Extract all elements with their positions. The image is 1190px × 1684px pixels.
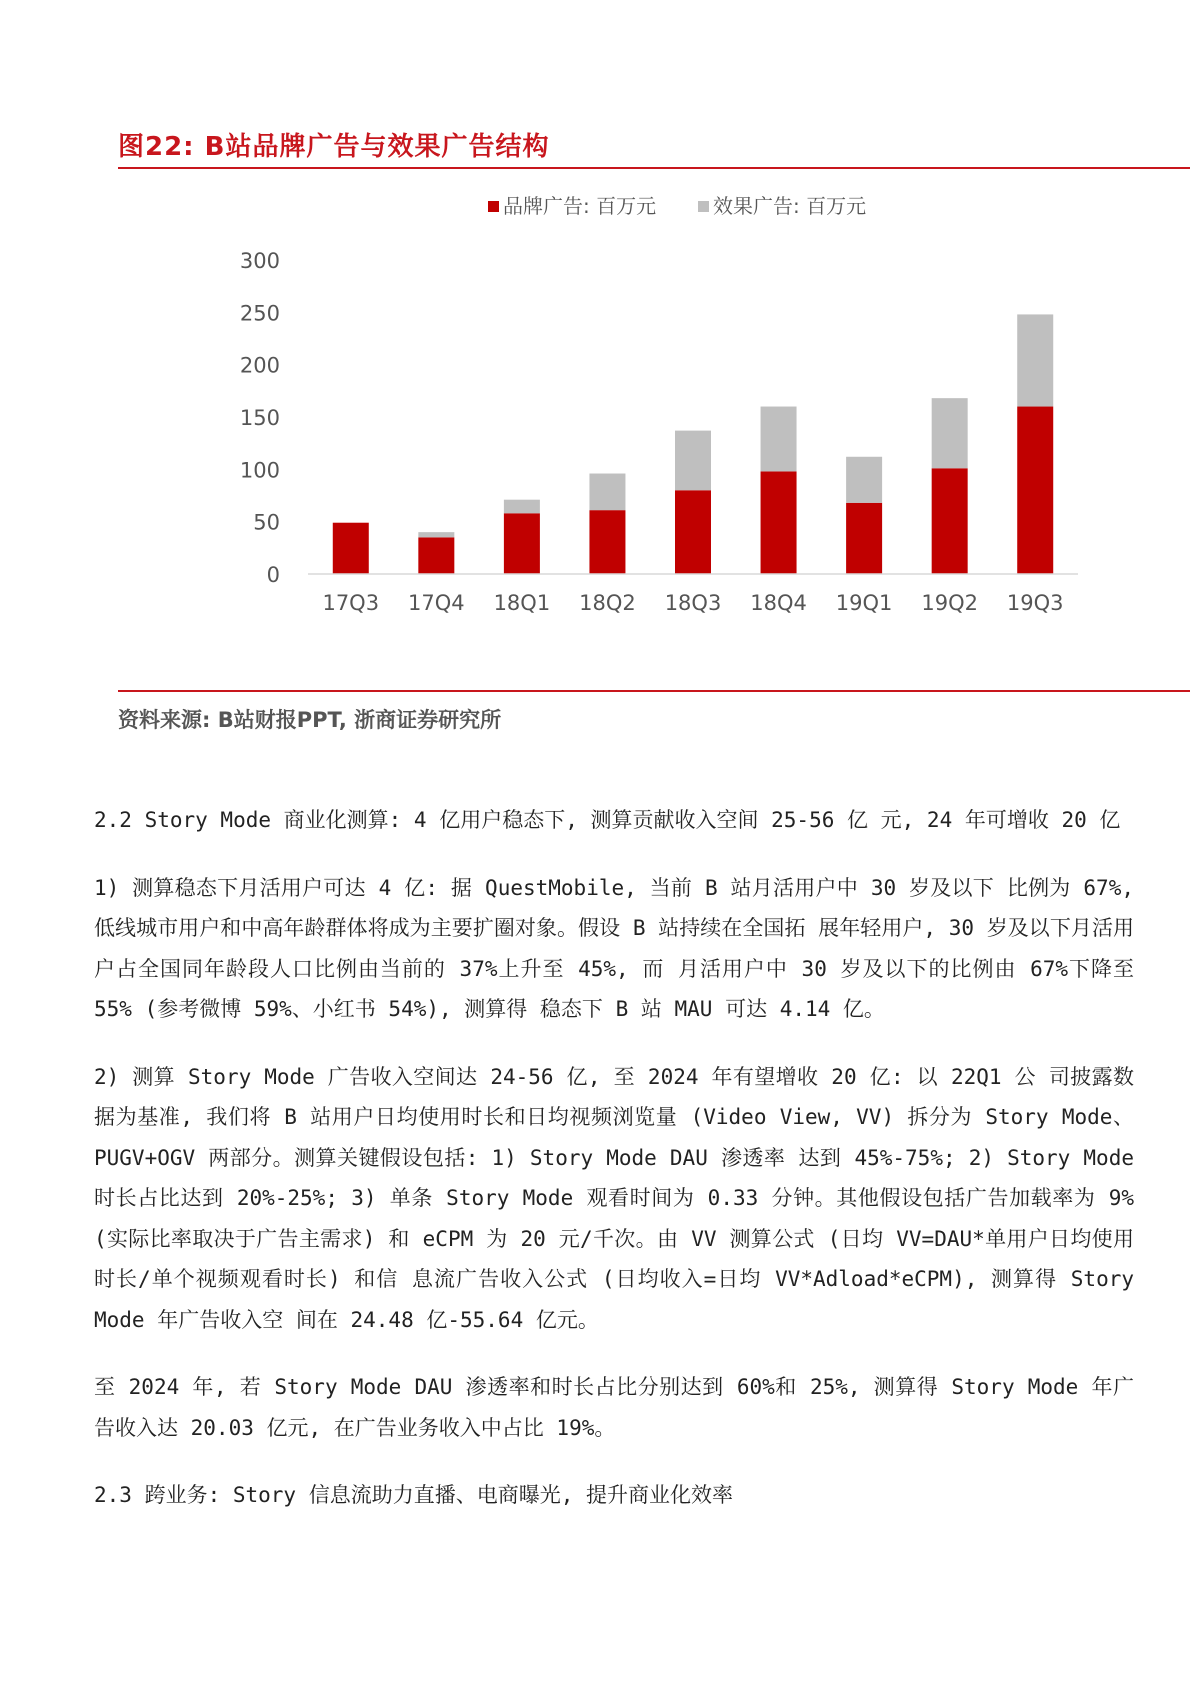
- bar-17Q4-series-1: [418, 532, 454, 537]
- legend-label-0: 品牌广告: 百万元: [503, 194, 657, 218]
- stacked-bar-chart: [118, 170, 1190, 685]
- bar-18Q3-series-1: [675, 431, 711, 491]
- y-tick-label-0: 0: [266, 563, 280, 587]
- section-heading-2-3: 2.3 跨业务: Story 信息流助力直播、电商曝光, 提升商业化效率: [94, 1483, 734, 1507]
- x-tick-label-18Q2: 18Q2: [579, 591, 636, 615]
- paragraph-2024-forecast: 至 2024 年, 若 Story Mode DAU 渗透率和时长占比分别达到 60%和 25%, 测算得 Story Mode 年广告收入达 20.03 亿元, 在广告业务收入中占比 19%。: [94, 1375, 1134, 1440]
- x-axis: [308, 574, 1078, 615]
- bar-19Q1-series-1: [846, 457, 882, 503]
- y-tick-label-1: 50: [253, 510, 280, 535]
- y-tick-label-5: 250: [239, 301, 280, 326]
- y-tick-label-6: 300: [239, 249, 280, 273]
- figure-source: 资料来源: B站财报PPT, 浙商证券研究所: [118, 708, 502, 732]
- x-tick-label-19Q3: 19Q3: [1006, 591, 1064, 615]
- bar-19Q3-series-0: [1017, 407, 1053, 574]
- bar-18Q2-series-1: [589, 474, 625, 511]
- x-tick-label-18Q1: 18Q1: [493, 591, 551, 615]
- bar-19Q2-series-0: [932, 468, 968, 574]
- x-tick-label-19Q2: 19Q2: [921, 591, 978, 615]
- bar-18Q4-series-0: [761, 471, 797, 574]
- figure-bottom-rule: [118, 690, 1190, 692]
- legend-label-1: 效果广告: 百万元: [713, 194, 867, 218]
- bar-19Q2-series-1: [932, 398, 968, 468]
- y-tick-label-2: 100: [239, 458, 280, 483]
- bar-19Q3-series-1: [1017, 314, 1053, 406]
- bar-18Q1-series-1: [504, 500, 540, 514]
- bar-18Q2-series-0: [589, 510, 625, 574]
- x-tick-label-19Q1: 19Q1: [835, 591, 893, 615]
- legend-swatch-0: [488, 201, 499, 212]
- figure-title: 图22: B站品牌广告与效果广告结构: [118, 132, 550, 162]
- bar-17Q3-series-0: [333, 523, 369, 574]
- paragraph-ad-revenue: 2) 测算 Story Mode 广告收入空间达 24-56 亿, 至 2024 年有望增收 20 亿: 以 22Q1 公 司披露数据为基准, 我们将 B 站用户日均使用时长和日均视频浏览量 (Video View, VV) 拆分为 Story Mode、PUGV+OGV 两部分。测算关键假设包括: 1) Story Mode DAU 渗透率 达到 45%-75%; 2) Story Mode 时长占比达到 20%-25%; 3) 单条 Story Mode 观看时间为 0.33 分钟。其他假设包括广告加载率为 9% (实际比率取决于广告主需求) 和 eCPM 为 20 元/千次。由 VV 测算公式 (日均 VV=DAU*单用户日均使用时长/单个视频观看时长) 和信 息流广告收入公式 (日均收入=日均 VV*Adload*eCPM), 测算得 Story Mode 年广告收入空 间在 24.48 亿-55.64 亿元。: [94, 1064, 1147, 1332]
- body-text: [94, 800, 1147, 1543]
- figure-top-rule: [118, 167, 1190, 169]
- y-tick-label-3: 150: [239, 406, 280, 430]
- bar-19Q1-series-0: [846, 503, 882, 574]
- x-tick-label-17Q3: 17Q3: [322, 591, 380, 615]
- x-tick-label-17Q4: 17Q4: [408, 591, 465, 615]
- x-tick-label-18Q4: 18Q4: [750, 591, 807, 615]
- paragraph-mau: 1) 测算稳态下月活用户可达 4 亿: 据 QuestMobile, 当前 B 站月活用户中 30 岁及以下 比例为 67%, 低线城市用户和中高年龄群体将成为主要扩圈对象。假设 B 站持续在全国拓 展年轻用户, 30 岁及以下月活用户占全国同年龄段人口比例由当前的 37%上升至 45%, 而 月活用户中 30 岁及以下的比例由 67%下降至 55% (参考微博 59%、小红书 54%), 测算得 稳态下 B 站 MAU 可达 4.14 亿。: [94, 875, 1147, 1021]
- legend-swatch-1: [698, 201, 709, 212]
- bar-18Q4-series-1: [761, 407, 797, 472]
- bar-18Q1-series-0: [504, 513, 540, 574]
- section-heading-2-2: 2.2 Story Mode 商业化测算: 4 亿用户稳态下, 测算贡献收入空间 25-56 亿 元, 24 年可增收 20 亿: [94, 808, 1121, 832]
- y-axis: [240, 249, 280, 587]
- chart-legend: [488, 194, 866, 218]
- y-tick-label-4: 200: [239, 353, 280, 378]
- bar-18Q3-series-0: [675, 490, 711, 574]
- bar-17Q4-series-0: [418, 537, 454, 574]
- x-tick-label-18Q3: 18Q3: [664, 591, 722, 615]
- chart-bars: [333, 314, 1053, 574]
